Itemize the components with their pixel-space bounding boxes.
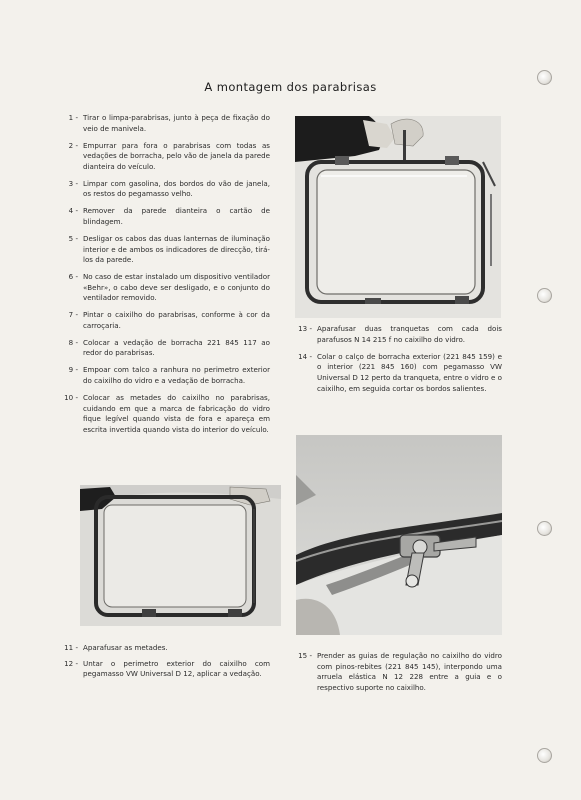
- step-number: 2 -: [68, 140, 78, 150]
- step-item: [296, 651, 502, 693]
- binder-hole-middle: [537, 288, 552, 303]
- binder-hole-bottom: [537, 748, 552, 763]
- step-text: Pintar o caixilho do parabrisas, conforme à cor da carroçaria.: [83, 310, 270, 330]
- step-number: 12 -: [64, 658, 78, 668]
- step-text: Aparafusar duas tranquetas com cada dois parafusos N 14 215 f no caixilho do vidro.: [317, 324, 502, 344]
- step-text: Untar o perimetro exterior do caixilho com pegamasso VW Universal D 12, aplicar a vedação.: [83, 658, 270, 679]
- step-number: 13 -: [298, 324, 312, 333]
- step-number: 11 -: [64, 643, 78, 652]
- step-item: [296, 352, 502, 394]
- photo-frame-halves-assembly: [80, 485, 281, 626]
- step-text: Colocar a vedação de borracha 221 845 117 ao redor do parabrisas.: [83, 337, 270, 358]
- step-text: Colar o calço de borracha exterior (221 845 159) e o interior (221 845 160) com pegamasso VW Universal D 12 perto da tranqueta, entre o vidro e o caixilho, em seguida cortar os bordos salientes.: [317, 351, 502, 393]
- step-item: [296, 324, 502, 345]
- step-item: [62, 338, 270, 359]
- page-title: A montagem dos parabrisas: [204, 80, 377, 94]
- step-text: Prender as guias de regulação no caixilho do vidro com pinos-rebites (221 845 145), interpondo uma arruela elástica N 12 228 entre a guia e o respectivo suporte no caixilho.: [317, 651, 502, 692]
- step-number: 7 -: [68, 310, 78, 320]
- step-item: [62, 365, 270, 386]
- steps-list-bottom-right: [296, 651, 502, 693]
- step-text: Remover da parede dianteira o cartão de blindagem.: [83, 206, 270, 226]
- step-number: 1 -: [68, 113, 78, 122]
- step-item: [62, 659, 270, 680]
- step-text: No caso de estar instalado um dispositivo ventilador «Behr», o cabo deve ser desligado, e o conjunto do ventilador removido.: [83, 272, 270, 303]
- step-item: [62, 206, 270, 227]
- photo-windshield-frame-lock: [295, 116, 501, 318]
- step-text: Aparafusar as metades.: [83, 643, 168, 652]
- steps-list-left: [62, 113, 270, 442]
- step-text: Empoar com talco a ranhura no perimetro exterior do caixilho do vidro e a vedação de borracha.: [83, 365, 270, 385]
- steps-list-bottom-left: [62, 643, 270, 685]
- step-number: 15 -: [298, 651, 312, 660]
- step-item: [62, 234, 270, 266]
- steps-list-middle: [296, 324, 502, 401]
- step-text: Desligar os cabos das duas lanternas de iluminação interior e de ambos os indicadores de direcção, tirá-los da parede.: [83, 233, 270, 265]
- photo-lock-handle-closeup: [296, 435, 502, 635]
- step-item: [62, 272, 270, 304]
- step-number: 6 -: [68, 272, 78, 282]
- step-number: 9 -: [68, 365, 78, 375]
- step-item: [62, 179, 270, 200]
- step-number: 10 -: [64, 392, 78, 402]
- step-item: [62, 310, 270, 331]
- step-text: Colocar as metades do caixilho no parabrisas, cuidando em que a marca de fabricação do vidro fique legível quando vista de fora e apareça em escrita invertida quando vista do interior do veículo.: [83, 392, 270, 434]
- step-number: 8 -: [68, 337, 78, 347]
- step-number: 4 -: [68, 206, 78, 216]
- step-text: Tirar o limpa-parabrisas, junto à peça de fixação do veio de manivela.: [83, 113, 270, 133]
- step-text: Empurrar para fora o parabrisas com todas as vedações de borracha, pelo vão de janela da parede dianteira do veículo.: [83, 140, 270, 171]
- step-text: Limpar com gasolina, dos bordos do vão de janela, os restos do pegamasso velho.: [83, 178, 270, 199]
- binder-hole-lower: [537, 521, 552, 536]
- step-number: 5 -: [68, 233, 78, 243]
- step-item: [62, 113, 270, 134]
- step-item: [62, 141, 270, 173]
- step-number: 3 -: [68, 178, 78, 188]
- step-number: 14 -: [298, 351, 312, 361]
- step-item: [62, 393, 270, 435]
- step-item: [62, 643, 270, 654]
